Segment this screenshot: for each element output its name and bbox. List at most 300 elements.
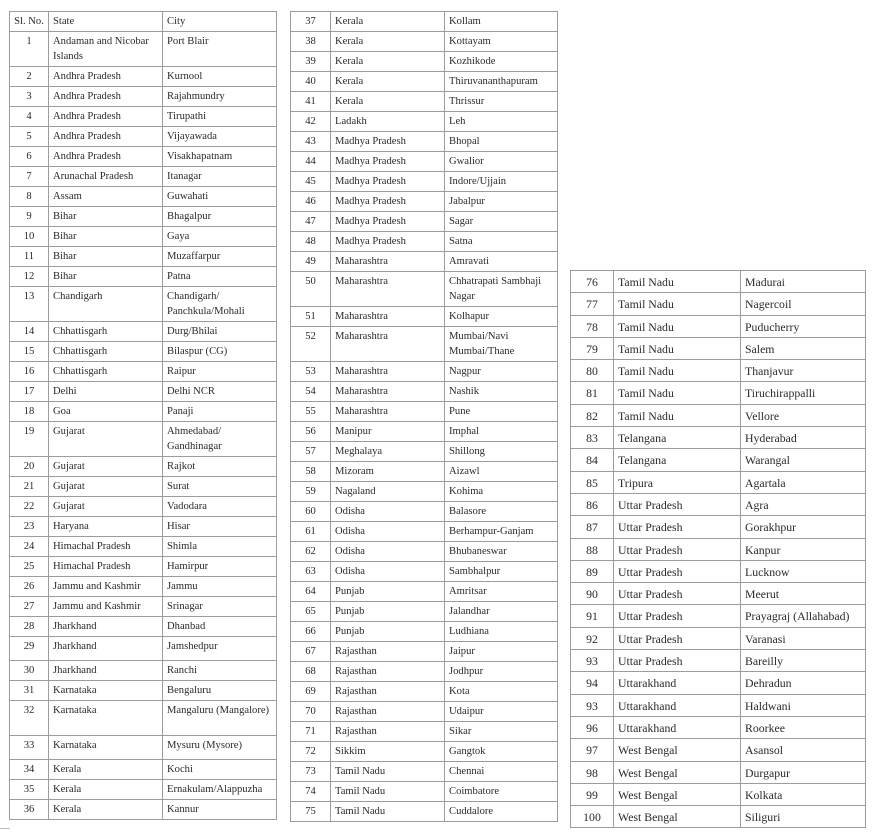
sl-no-cell: 10 [10, 227, 49, 247]
table-row [571, 627, 866, 649]
sl-no-cell: 8 [10, 187, 49, 207]
table-row [571, 382, 866, 404]
city-cell: Kolkata [741, 783, 866, 805]
city-cell: Bhopal [445, 132, 558, 152]
city-cell: Gangtok [445, 742, 558, 762]
table-row [571, 471, 866, 493]
state-cell: Uttar Pradesh [614, 627, 741, 649]
state-cell: Tamil Nadu [331, 762, 445, 782]
sl-no-cell: 61 [291, 522, 331, 542]
table-row [571, 337, 866, 359]
city-cell: Muzaffarpur [163, 247, 277, 267]
city-cell: Sambhalpur [445, 562, 558, 582]
table-row [10, 167, 277, 187]
state-cell: Assam [49, 187, 163, 207]
table-row [291, 132, 558, 152]
sl-no-cell: 9 [10, 207, 49, 227]
sl-no-cell: 27 [10, 597, 49, 617]
state-cell: Uttarakhand [614, 716, 741, 738]
state-cell: West Bengal [614, 806, 741, 828]
sl-no-cell: 71 [291, 722, 331, 742]
city-cell: Vijayawada [163, 127, 277, 147]
sl-no-cell: 97 [571, 739, 614, 761]
state-cell: Uttar Pradesh [614, 650, 741, 672]
state-cell: Punjab [331, 622, 445, 642]
city-cell: Balasore [445, 502, 558, 522]
sl-no-cell: 6 [10, 147, 49, 167]
sl-no-cell: 20 [10, 457, 49, 477]
city-cell: Jabalpur [445, 192, 558, 212]
state-cell: Tamil Nadu [331, 782, 445, 802]
table-row [10, 517, 277, 537]
table-row [291, 602, 558, 622]
city-cell: Roorkee [741, 716, 866, 738]
state-cell: Jharkhand [49, 617, 163, 637]
state-cell: Chhattisgarh [49, 322, 163, 342]
cities-table-part-3 [570, 270, 866, 828]
city-cell: Tiruchirappalli [741, 382, 866, 404]
table-row [10, 577, 277, 597]
city-cell: Kolhapur [445, 307, 558, 327]
city-cell: Lucknow [741, 560, 866, 582]
table-row [291, 682, 558, 702]
city-cell: Meerut [741, 583, 866, 605]
state-cell: Karnataka [49, 701, 163, 736]
city-cell: Jalandhar [445, 602, 558, 622]
table-row [291, 782, 558, 802]
sl-no-cell: 99 [571, 783, 614, 805]
table-row [10, 322, 277, 342]
city-cell: Warangal [741, 449, 866, 471]
state-cell: Odisha [331, 562, 445, 582]
table-row [291, 72, 558, 92]
city-cell: Bhubaneswar [445, 542, 558, 562]
state-cell: Andhra Pradesh [49, 147, 163, 167]
table-row [571, 650, 866, 672]
sl-no-cell: 65 [291, 602, 331, 622]
sl-no-cell: 96 [571, 716, 614, 738]
city-cell: Sagar [445, 212, 558, 232]
state-cell: Maharashtra [331, 252, 445, 272]
table-row [291, 582, 558, 602]
city-cell: Amritsar [445, 582, 558, 602]
state-cell: Gujarat [49, 477, 163, 497]
city-cell: Vellore [741, 404, 866, 426]
table-row [10, 760, 277, 780]
city-cell: Sikar [445, 722, 558, 742]
state-cell: Uttar Pradesh [614, 538, 741, 560]
table-row [10, 32, 277, 67]
state-cell: Kerala [49, 780, 163, 800]
table-row [571, 315, 866, 337]
state-cell: West Bengal [614, 761, 741, 783]
city-cell: Bareilly [741, 650, 866, 672]
table-row [291, 252, 558, 272]
table-row [291, 112, 558, 132]
state-cell: Nagaland [331, 482, 445, 502]
state-cell: Kerala [331, 32, 445, 52]
city-cell: Cuddalore [445, 802, 558, 822]
city-cell: Raipur [163, 362, 277, 382]
city-cell: Jammu [163, 577, 277, 597]
state-cell: Andhra Pradesh [49, 87, 163, 107]
state-cell: Karnataka [49, 681, 163, 701]
table-row [291, 722, 558, 742]
sl-no-cell: 48 [291, 232, 331, 252]
sl-no-cell: 37 [291, 12, 331, 32]
state-cell: Kerala [49, 800, 163, 820]
table-row [571, 694, 866, 716]
city-cell: Surat [163, 477, 277, 497]
city-cell: Madurai [741, 271, 866, 293]
table-row [10, 617, 277, 637]
table-row [291, 522, 558, 542]
sl-no-cell: 21 [10, 477, 49, 497]
city-cell: Pune [445, 402, 558, 422]
sl-no-cell: 75 [291, 802, 331, 822]
table-row [291, 402, 558, 422]
state-cell: Rajasthan [331, 662, 445, 682]
city-cell: Hamirpur [163, 557, 277, 577]
sl-no-cell: 24 [10, 537, 49, 557]
state-cell: Andaman and Nicobar Islands [49, 32, 163, 67]
cities-table-part-2 [290, 11, 558, 822]
sl-no-cell: 77 [571, 293, 614, 315]
sl-no-cell: 81 [571, 382, 614, 404]
state-cell: Mizoram [331, 462, 445, 482]
state-cell: Jammu and Kashmir [49, 577, 163, 597]
sl-no-cell: 52 [291, 327, 331, 362]
sl-no-cell: 35 [10, 780, 49, 800]
sl-no-cell: 53 [291, 362, 331, 382]
state-cell: Sikkim [331, 742, 445, 762]
state-cell: Rajasthan [331, 642, 445, 662]
table-row [10, 637, 277, 661]
city-cell: Udaipur [445, 702, 558, 722]
state-cell: Tripura [614, 471, 741, 493]
state-cell: Andhra Pradesh [49, 127, 163, 147]
city-cell: Kurnool [163, 67, 277, 87]
city-cell: Agartala [741, 471, 866, 493]
state-cell: Maharashtra [331, 327, 445, 362]
sl-no-cell: 7 [10, 167, 49, 187]
state-cell: Maharashtra [331, 307, 445, 327]
table-row [291, 12, 558, 32]
state-cell: Delhi [49, 382, 163, 402]
city-cell: Kochi [163, 760, 277, 780]
sl-no-cell: 13 [10, 287, 49, 322]
sl-no-cell: 50 [291, 272, 331, 307]
table-row [10, 67, 277, 87]
table-row [291, 482, 558, 502]
table-row [571, 449, 866, 471]
city-cell: Nagercoil [741, 293, 866, 315]
sl-no-cell: 44 [291, 152, 331, 172]
city-cell: Mangaluru (Mangalore) [163, 701, 277, 736]
table-row [10, 362, 277, 382]
table-row [291, 32, 558, 52]
state-cell: Madhya Pradesh [331, 172, 445, 192]
sl-no-cell: 70 [291, 702, 331, 722]
table-row [291, 802, 558, 822]
sl-no-cell: 62 [291, 542, 331, 562]
city-cell: Ludhiana [445, 622, 558, 642]
city-cell: Shillong [445, 442, 558, 462]
table-row [571, 271, 866, 293]
city-cell: Siliguri [741, 806, 866, 828]
state-cell: Kerala [331, 12, 445, 32]
city-cell: Rajahmundry [163, 87, 277, 107]
state-cell: Uttarakhand [614, 694, 741, 716]
state-cell: Haryana [49, 517, 163, 537]
sl-no-cell: 1 [10, 32, 49, 67]
state-cell: Arunachal Pradesh [49, 167, 163, 187]
table-row [10, 342, 277, 362]
city-cell: Delhi NCR [163, 382, 277, 402]
sl-no-cell: 28 [10, 617, 49, 637]
city-cell: Thanjavur [741, 360, 866, 382]
sl-no-cell: 64 [291, 582, 331, 602]
sl-no-cell: 4 [10, 107, 49, 127]
state-cell: Himachal Pradesh [49, 537, 163, 557]
state-cell: Goa [49, 402, 163, 422]
city-cell: Kottayam [445, 32, 558, 52]
sl-no-cell: 87 [571, 516, 614, 538]
table-row [10, 681, 277, 701]
city-cell: Visakhapatnam [163, 147, 277, 167]
state-cell: Maharashtra [331, 382, 445, 402]
sl-no-cell: 66 [291, 622, 331, 642]
table-row [291, 562, 558, 582]
city-cell: Chennai [445, 762, 558, 782]
city-cell: Vadodara [163, 497, 277, 517]
state-cell: Kerala [331, 72, 445, 92]
state-cell: Punjab [331, 602, 445, 622]
table-row [10, 457, 277, 477]
table-row [10, 402, 277, 422]
state-cell: Odisha [331, 522, 445, 542]
sl-no-cell: 41 [291, 92, 331, 112]
state-cell: Tamil Nadu [614, 271, 741, 293]
table-row [291, 702, 558, 722]
city-cell: Ranchi [163, 661, 277, 681]
sl-no-cell: 39 [291, 52, 331, 72]
sl-no-cell: 40 [291, 72, 331, 92]
table-row [10, 127, 277, 147]
sl-no-cell: 26 [10, 577, 49, 597]
sl-no-cell: 11 [10, 247, 49, 267]
state-cell: Bihar [49, 267, 163, 287]
sl-no-cell: 85 [571, 471, 614, 493]
sl-no-cell: 43 [291, 132, 331, 152]
sl-no-cell: 17 [10, 382, 49, 402]
table-row [571, 293, 866, 315]
state-cell: Kerala [49, 760, 163, 780]
sl-no-cell: 56 [291, 422, 331, 442]
state-cell: Uttar Pradesh [614, 560, 741, 582]
sl-no-cell: 74 [291, 782, 331, 802]
sl-no-cell: 73 [291, 762, 331, 782]
city-cell: Kollam [445, 12, 558, 32]
state-cell: Gujarat [49, 457, 163, 477]
city-cell: Salem [741, 337, 866, 359]
sl-no-cell: 36 [10, 800, 49, 820]
city-cell: Jaipur [445, 642, 558, 662]
sl-no-cell: 69 [291, 682, 331, 702]
state-cell: Madhya Pradesh [331, 152, 445, 172]
city-cell: Indore/Ujjain [445, 172, 558, 192]
city-cell: Asansol [741, 739, 866, 761]
sl-no-cell: 63 [291, 562, 331, 582]
city-cell: Gwalior [445, 152, 558, 172]
sl-no-cell: 19 [10, 422, 49, 457]
city-cell: Shimla [163, 537, 277, 557]
state-cell: Gujarat [49, 422, 163, 457]
state-cell: Jammu and Kashmir [49, 597, 163, 617]
state-cell: Bihar [49, 207, 163, 227]
state-cell: Bihar [49, 247, 163, 267]
city-cell: Patna [163, 267, 277, 287]
city-cell: Prayagraj (Allahabad) [741, 605, 866, 627]
table-row [571, 605, 866, 627]
sl-no-cell: 76 [571, 271, 614, 293]
table-row [291, 382, 558, 402]
table-row [10, 537, 277, 557]
table-row [291, 362, 558, 382]
sl-no-cell: 90 [571, 583, 614, 605]
sl-no-cell: 15 [10, 342, 49, 362]
city-cell: Imphal [445, 422, 558, 442]
state-cell: Andhra Pradesh [49, 67, 163, 87]
sl-no-cell: 23 [10, 517, 49, 537]
sl-no-cell: 38 [291, 32, 331, 52]
sl-no-cell: 32 [10, 701, 49, 736]
table-row [10, 557, 277, 577]
state-cell: Rajasthan [331, 722, 445, 742]
city-cell: Berhampur-Ganjam [445, 522, 558, 542]
table-row [291, 152, 558, 172]
sl-no-cell: 34 [10, 760, 49, 780]
city-cell: Srinagar [163, 597, 277, 617]
city-cell: Kota [445, 682, 558, 702]
sl-no-cell: 82 [571, 404, 614, 426]
sl-no-cell: 57 [291, 442, 331, 462]
city-cell: Gaya [163, 227, 277, 247]
state-cell: Odisha [331, 542, 445, 562]
sl-no-cell: 51 [291, 307, 331, 327]
table-row [571, 716, 866, 738]
city-cell: Tirupathi [163, 107, 277, 127]
sl-no-cell: 58 [291, 462, 331, 482]
city-cell: Ernakulam/Alappuzha [163, 780, 277, 800]
table-row [10, 87, 277, 107]
sl-no-cell: 22 [10, 497, 49, 517]
sl-no-cell: 88 [571, 538, 614, 560]
state-cell: Uttar Pradesh [614, 605, 741, 627]
page-edge-mark [0, 828, 10, 829]
state-cell: Ladakh [331, 112, 445, 132]
table-row [10, 207, 277, 227]
state-cell: Madhya Pradesh [331, 232, 445, 252]
state-cell: Meghalaya [331, 442, 445, 462]
table-row [10, 382, 277, 402]
state-cell: Uttar Pradesh [614, 516, 741, 538]
table-row [291, 172, 558, 192]
table-row [291, 422, 558, 442]
sl-no-cell: 5 [10, 127, 49, 147]
state-cell: Kerala [331, 52, 445, 72]
table-row [571, 427, 866, 449]
table-row [10, 287, 277, 322]
city-cell: Durgapur [741, 761, 866, 783]
city-cell: Chhatrapati Sambhaji Nagar [445, 272, 558, 307]
table-row [10, 497, 277, 517]
table-row [10, 477, 277, 497]
state-cell: Kerala [331, 92, 445, 112]
state-cell: Tamil Nadu [614, 315, 741, 337]
state-cell: West Bengal [614, 783, 741, 805]
header-city: City [163, 12, 277, 32]
table-row [571, 583, 866, 605]
sl-no-cell: 100 [571, 806, 614, 828]
table-row [291, 192, 558, 212]
city-cell: Dhanbad [163, 617, 277, 637]
table-row [291, 327, 558, 362]
table-row [291, 212, 558, 232]
city-cell: Durg/Bhilai [163, 322, 277, 342]
state-cell: Madhya Pradesh [331, 132, 445, 152]
state-cell: Uttar Pradesh [614, 493, 741, 515]
state-cell: Karnataka [49, 736, 163, 760]
state-cell: Maharashtra [331, 362, 445, 382]
sl-no-cell: 46 [291, 192, 331, 212]
state-cell: Bihar [49, 227, 163, 247]
city-cell: Amravati [445, 252, 558, 272]
sl-no-cell: 86 [571, 493, 614, 515]
state-cell: Rajasthan [331, 682, 445, 702]
sl-no-cell: 18 [10, 402, 49, 422]
sl-no-cell: 12 [10, 267, 49, 287]
state-cell: Gujarat [49, 497, 163, 517]
table-row [291, 232, 558, 252]
table-row [10, 736, 277, 760]
state-cell: Tamil Nadu [614, 404, 741, 426]
state-cell: Chandigarh [49, 287, 163, 322]
city-cell: Nagpur [445, 362, 558, 382]
city-cell: Bilaspur (CG) [163, 342, 277, 362]
table-row [571, 739, 866, 761]
sl-no-cell: 49 [291, 252, 331, 272]
state-cell: Andhra Pradesh [49, 107, 163, 127]
sl-no-cell: 3 [10, 87, 49, 107]
table-row [571, 783, 866, 805]
state-cell: West Bengal [614, 739, 741, 761]
state-cell: Odisha [331, 502, 445, 522]
table-row [10, 701, 277, 736]
cities-table-part-1 [9, 11, 277, 820]
city-cell: Kohima [445, 482, 558, 502]
sl-no-cell: 16 [10, 362, 49, 382]
state-cell: Uttarakhand [614, 672, 741, 694]
city-cell: Thiruvananthapuram [445, 72, 558, 92]
sl-no-cell: 45 [291, 172, 331, 192]
city-cell: Leh [445, 112, 558, 132]
sl-no-cell: 31 [10, 681, 49, 701]
city-cell: Dehradun [741, 672, 866, 694]
state-cell: Maharashtra [331, 272, 445, 307]
state-cell: Tamil Nadu [614, 293, 741, 315]
table-row [571, 560, 866, 582]
